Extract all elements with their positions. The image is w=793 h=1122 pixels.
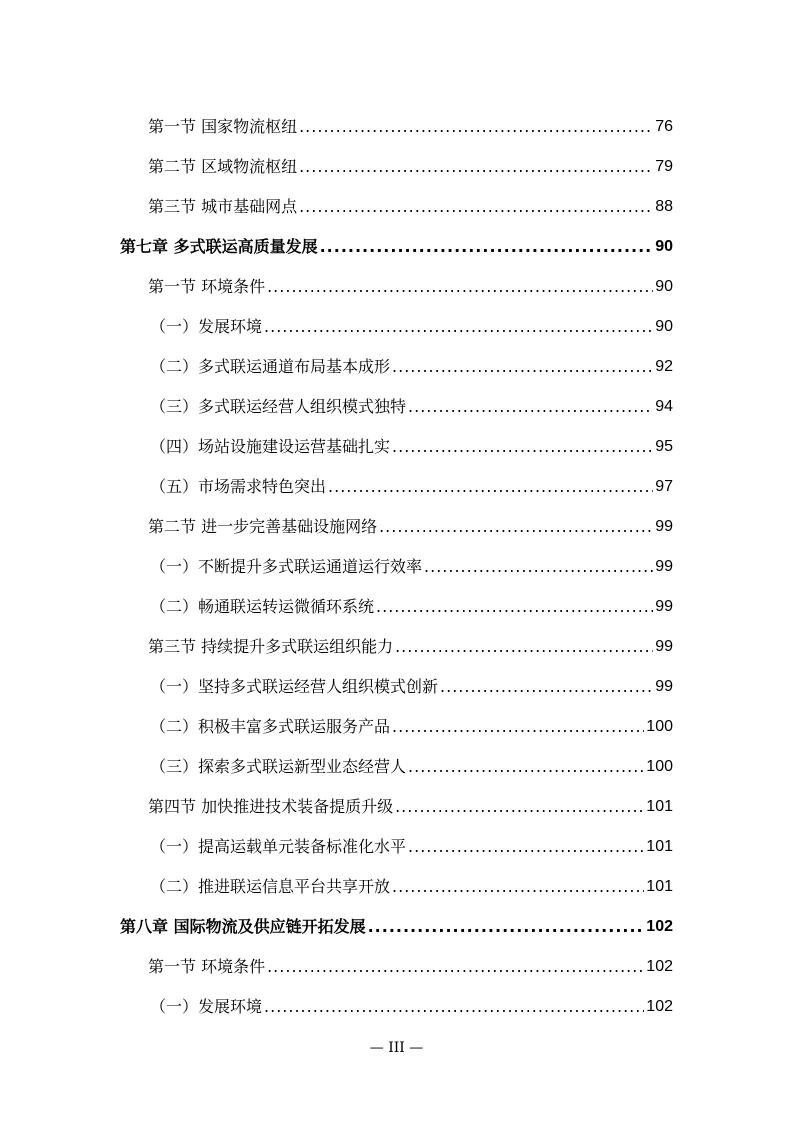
toc-entry-page-number: 102 [646, 958, 673, 975]
toc-subsection-row[interactable] [0, 348, 793, 378]
toc-entry-title: 第一节 国家物流枢纽 [148, 117, 298, 136]
toc-entry-title: 第二节 进一步完善基础设施网络 [148, 517, 378, 536]
toc-entry-title: （一）提高运载单元装备标准化水平 [150, 837, 407, 856]
toc-entry-title: （五）市场需求特色突出 [150, 477, 327, 496]
toc-subsection-row[interactable] [0, 588, 793, 618]
toc-entry-title: （二）积极丰富多式联运服务产品 [150, 717, 391, 736]
toc-subsection-row[interactable] [0, 548, 793, 578]
toc-subsection-row[interactable] [0, 308, 793, 338]
toc-entry-page-number: 95 [655, 438, 673, 455]
dot-leader [320, 236, 654, 258]
toc-entry-page-number: 101 [646, 838, 673, 855]
toc-subsection-row[interactable] [0, 828, 793, 858]
toc-entry-page-number: 102 [646, 998, 673, 1015]
dot-leader [299, 156, 653, 178]
dot-leader [368, 916, 645, 938]
toc-section-row[interactable] [0, 628, 793, 658]
toc-entry-title: （二）多式联运通道布局基本成形 [150, 357, 391, 376]
toc-subsection-row[interactable] [0, 428, 793, 458]
toc-subsection-row[interactable] [0, 988, 793, 1018]
dot-leader [264, 996, 644, 1018]
toc-entry-page-number: 101 [646, 798, 673, 815]
toc-subsection-row[interactable] [0, 388, 793, 418]
dot-leader [395, 796, 644, 818]
toc-entry-page-number: 102 [646, 918, 673, 935]
toc-entry-page-number: 79 [655, 158, 673, 175]
dot-leader [376, 596, 653, 618]
dot-leader [264, 316, 653, 338]
toc-section-row[interactable] [0, 508, 793, 538]
toc-entry-title: 第一节 环境条件 [148, 957, 266, 976]
toc-entry-page-number: 100 [646, 758, 673, 775]
toc-entry-page-number: 100 [646, 718, 673, 735]
toc-entry-title: （一）发展环境 [150, 997, 263, 1016]
dot-leader [392, 876, 644, 898]
dot-leader [299, 196, 653, 218]
toc-chapter-row[interactable] [0, 228, 793, 258]
dot-leader [440, 676, 653, 698]
toc-entry-page-number: 90 [655, 278, 673, 295]
toc-entry-title: （一）坚持多式联运经营人组织模式创新 [150, 677, 439, 696]
toc-entry-title: （一）发展环境 [150, 317, 263, 336]
dot-leader [424, 556, 653, 578]
dot-leader [408, 756, 644, 778]
toc-entry-page-number: 99 [655, 518, 673, 535]
dot-leader [267, 276, 653, 298]
page-number-footer: — III — [369, 1040, 424, 1056]
toc-entry-title: 第一节 环境条件 [148, 277, 266, 296]
dot-leader [328, 476, 653, 498]
dot-leader [392, 356, 653, 378]
toc-entry-page-number: 99 [655, 598, 673, 615]
toc-subsection-row[interactable] [0, 668, 793, 698]
dot-leader [408, 396, 653, 418]
toc-entry-title: 第四节 加快推进技术装备提质升级 [148, 797, 394, 816]
toc-entry-page-number: 76 [655, 118, 673, 135]
toc-subsection-row[interactable] [0, 468, 793, 498]
toc-entry-title: 第二节 区域物流枢纽 [148, 157, 298, 176]
toc-entry-page-number: 97 [655, 478, 673, 495]
toc-entry-title: 第八章 国际物流及供应链开拓发展 [120, 917, 366, 936]
toc-subsection-row[interactable] [0, 868, 793, 898]
toc-section-row[interactable] [0, 268, 793, 298]
toc-section-row[interactable] [0, 148, 793, 178]
toc-entry-title: 第三节 持续提升多式联运组织能力 [148, 637, 394, 656]
toc-subsection-row[interactable] [0, 748, 793, 778]
toc-section-row[interactable] [0, 108, 793, 138]
toc-entry-title: （一）不断提升多式联运通道运行效率 [150, 557, 423, 576]
toc-entry-page-number: 99 [655, 558, 673, 575]
toc-entry-title: （四）场站设施建设运营基础扎实 [150, 437, 391, 456]
toc-section-row[interactable] [0, 788, 793, 818]
toc-entry-page-number: 90 [655, 238, 673, 255]
toc-entry-page-number: 88 [655, 198, 673, 215]
toc-section-row[interactable] [0, 948, 793, 978]
toc-entry-page-number: 99 [655, 678, 673, 695]
dot-leader [408, 836, 644, 858]
toc-chapter-row[interactable] [0, 908, 793, 938]
toc-entry-page-number: 94 [655, 398, 673, 415]
toc-entry-title: （二）推进联运信息平台共享开放 [150, 877, 391, 896]
toc-entry-title: 第七章 多式联运高质量发展 [120, 237, 318, 256]
toc-entry-title: 第三节 城市基础网点 [148, 197, 298, 216]
toc-section-row[interactable] [0, 188, 793, 218]
dot-leader [392, 716, 644, 738]
toc-entry-title: （三）多式联运经营人组织模式独特 [150, 397, 407, 416]
dot-leader [392, 436, 653, 458]
toc-subsection-row[interactable] [0, 708, 793, 738]
toc-entry-title: （二）畅通联运转运微循环系统 [150, 597, 375, 616]
toc-entry-page-number: 101 [646, 878, 673, 895]
toc-entry-page-number: 90 [655, 318, 673, 335]
toc-entry-page-number: 92 [655, 358, 673, 375]
toc-entry-title: （三）探索多式联运新型业态经营人 [150, 757, 407, 776]
dot-leader [379, 516, 653, 538]
dot-leader [395, 636, 653, 658]
dot-leader [267, 956, 644, 978]
dot-leader [299, 116, 653, 138]
toc-entry-page-number: 99 [655, 638, 673, 655]
